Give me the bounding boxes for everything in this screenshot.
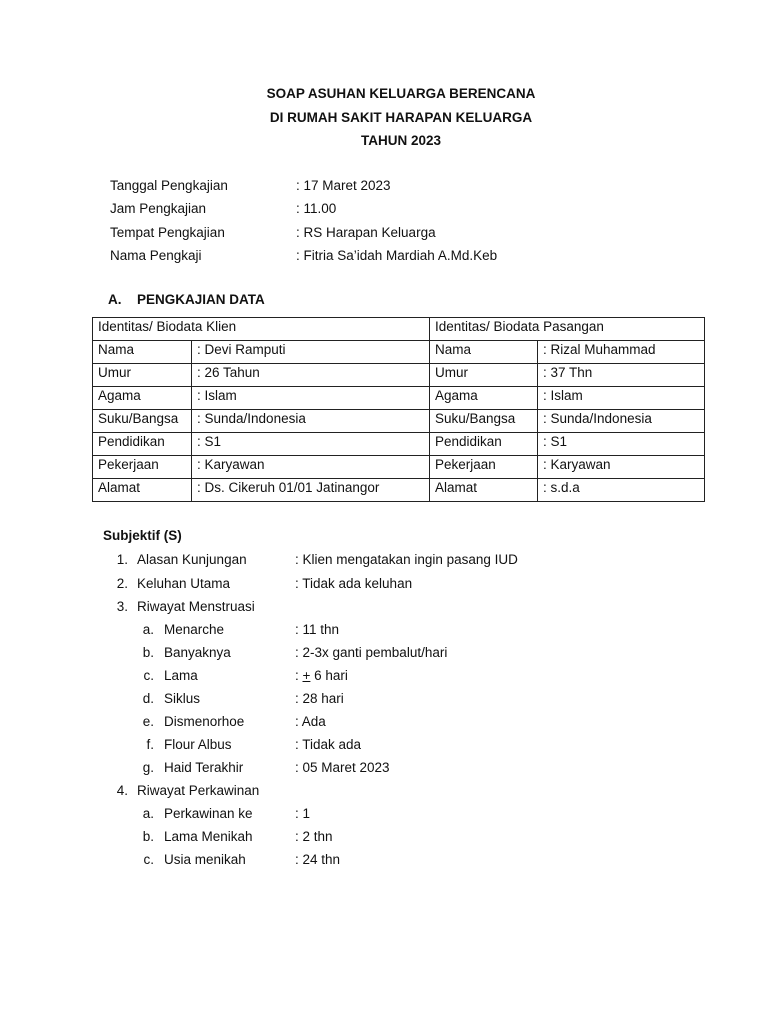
item-letter: b. [142, 645, 154, 660]
cell-label-klien: Suku/Bangsa [93, 410, 192, 433]
value-prefix: : [295, 668, 303, 683]
table-row [93, 433, 705, 456]
header-pasangan: Identitas/ Biodata Pasangan [430, 318, 705, 341]
item-label: Usia menikah [164, 852, 246, 867]
cell-value-klien: : Ds. Cikeruh 01/01 Jatinangor [192, 479, 430, 502]
table-row [93, 387, 705, 410]
item-value: : Ada [295, 714, 326, 729]
cell-label-klien: Pekerjaan [93, 456, 192, 479]
item-label: Riwayat Perkawinan [137, 783, 260, 798]
item-value: : Tidak ada keluhan [295, 576, 413, 591]
info-value: : Fitria Sa’idah Mardiah A.Md.Keb [296, 248, 498, 263]
item-letter: g. [142, 760, 154, 775]
item-value: : 11 thn [295, 622, 340, 637]
item-number: 1. [116, 552, 128, 567]
item-number: 4. [116, 783, 128, 798]
cell-value-pasangan: : s.d.a [538, 479, 705, 502]
table-row [93, 410, 705, 433]
cell-value-klien: : 26 Tahun [192, 364, 430, 387]
cell-value-pasangan: : Islam [538, 387, 705, 410]
cell-value-klien: : Devi Ramputi [192, 341, 430, 364]
cell-value-klien: : S1 [192, 433, 430, 456]
info-label: Jam Pengkajian [110, 201, 207, 216]
document-title: SOAP ASUHAN KELUARGA BERENCANA [266, 86, 536, 101]
cell-label-pasangan: Alamat [430, 479, 538, 502]
item-value: : Tidak ada [295, 737, 362, 752]
cell-value-pasangan: : Rizal Muhammad [538, 341, 705, 364]
cell-label-pasangan: Suku/Bangsa [430, 410, 538, 433]
item-value [295, 667, 348, 685]
subjektif-heading: Subjektif (S) [103, 528, 182, 543]
info-value: : 17 Maret 2023 [296, 178, 391, 193]
info-label: Nama Pengkaji [110, 248, 202, 263]
item-letter: c. [143, 668, 154, 683]
item-letter: a. [142, 622, 154, 637]
table-header-row [93, 318, 705, 341]
cell-label-klien: Alamat [93, 479, 192, 502]
biodata-table [92, 317, 705, 502]
cell-value-pasangan: : Karyawan [538, 456, 705, 479]
document-subtitle-year: TAHUN 2023 [360, 133, 442, 148]
cell-value-klien: : Islam [192, 387, 430, 410]
document-subtitle-location: DI RUMAH SAKIT HARAPAN KELUARGA [269, 110, 533, 125]
info-value: : 11.00 [296, 201, 337, 216]
item-label: Keluhan Utama [137, 576, 231, 591]
item-label: Lama [164, 668, 198, 683]
cell-label-klien: Agama [93, 387, 192, 410]
item-value: : Klien mengatakan ingin pasang IUD [295, 552, 518, 567]
table-row [93, 341, 705, 364]
item-letter: a. [142, 806, 154, 821]
value-suffix: 6 hari [310, 668, 348, 683]
info-label: Tanggal Pengkajian [110, 178, 228, 193]
section-letter: A. [108, 292, 122, 307]
cell-label-pasangan: Agama [430, 387, 538, 410]
item-number: 3. [116, 599, 128, 614]
item-label: Alasan Kunjungan [137, 552, 247, 567]
item-label: Perkawinan ke [164, 806, 253, 821]
cell-value-klien: : Karyawan [192, 456, 430, 479]
cell-label-klien: Umur [93, 364, 192, 387]
item-letter: d. [142, 691, 154, 706]
item-value: : 2 thn [295, 829, 333, 844]
item-label: Lama Menikah [164, 829, 253, 844]
item-label: Riwayat Menstruasi [137, 599, 255, 614]
table-row [93, 479, 705, 502]
cell-value-klien: : Sunda/Indonesia [192, 410, 430, 433]
table-row [93, 364, 705, 387]
plus-minus-symbol: + [302, 668, 311, 683]
cell-label-pasangan: Umur [430, 364, 538, 387]
item-label: Haid Terakhir [164, 760, 244, 775]
item-label: Flour Albus [164, 737, 232, 752]
item-value: : 05 Maret 2023 [295, 760, 390, 775]
item-number: 2. [116, 576, 128, 591]
cell-label-klien: Nama [93, 341, 192, 364]
item-letter: c. [143, 852, 154, 867]
cell-value-pasangan: : 37 Thn [538, 364, 705, 387]
section-a-heading [108, 292, 265, 307]
item-label: Banyaknya [164, 645, 231, 660]
cell-label-pasangan: Pekerjaan [430, 456, 538, 479]
cell-label-klien: Pendidikan [93, 433, 192, 456]
item-value: : 1 [295, 806, 311, 821]
item-letter: b. [142, 829, 154, 844]
info-value: : RS Harapan Keluarga [296, 225, 436, 240]
item-label: Siklus [164, 691, 201, 706]
header-klien: Identitas/ Biodata Klien [93, 318, 430, 341]
item-label: Dismenorhoe [164, 714, 245, 729]
item-letter: e. [142, 714, 154, 729]
info-label: Tempat Pengkajian [110, 225, 225, 240]
item-value: : 28 hari [295, 691, 344, 706]
cell-value-pasangan: : Sunda/Indonesia [538, 410, 705, 433]
cell-value-pasangan: : S1 [538, 433, 705, 456]
item-label: Menarche [164, 622, 225, 637]
cell-label-pasangan: Pendidikan [430, 433, 538, 456]
table-row [93, 456, 705, 479]
cell-label-pasangan: Nama [430, 341, 538, 364]
item-value: : 2-3x ganti pembalut/hari [295, 645, 448, 660]
item-value: : 24 thn [295, 852, 341, 867]
item-letter: f. [146, 737, 154, 752]
section-title: PENGKAJIAN DATA [137, 292, 265, 307]
